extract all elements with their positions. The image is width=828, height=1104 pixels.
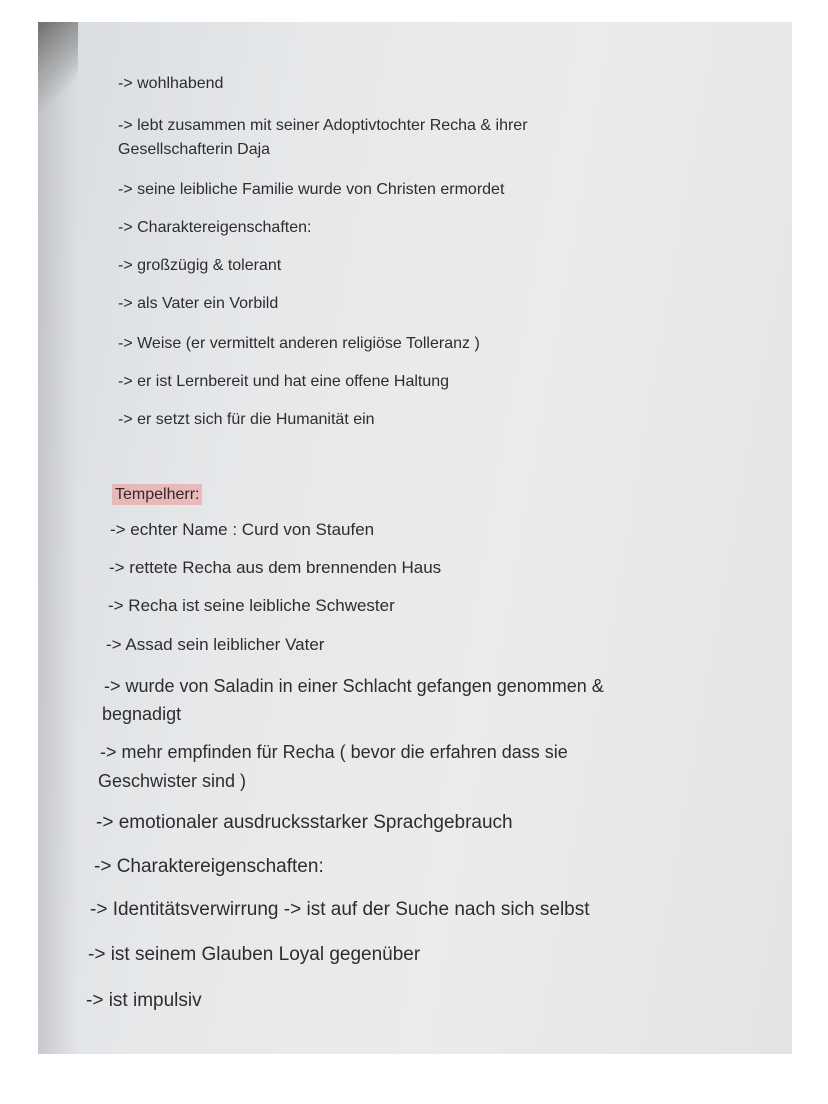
list-item: -> Assad sein leiblicher Vater: [106, 635, 325, 654]
page-fold-corner: [38, 22, 78, 112]
list-item: -> rettete Recha aus dem brennenden Haus: [109, 558, 442, 577]
section-heading: Tempelherr:: [112, 484, 202, 505]
list-item: -> mehr empfinden für Recha ( bevor die erfahren dass sie: [100, 742, 568, 762]
list-item: -> echter Name : Curd von Staufen: [110, 520, 375, 539]
list-item: -> Identitätsverwirrung -> ist auf der Suche nach sich selbst: [90, 899, 590, 920]
list-item: begnadigt: [102, 704, 182, 724]
list-item: -> lebt zusammen mit seiner Adoptivtochter Recha & ihrer: [118, 117, 528, 134]
list-item: -> als Vater ein Vorbild: [118, 295, 279, 312]
document-photo: [38, 22, 792, 1054]
list-item: -> großzügig & tolerant: [118, 257, 282, 274]
list-item: -> Charaktereigenschaften:: [94, 856, 324, 877]
list-item: -> wohlhabend: [118, 75, 224, 92]
list-item: -> emotionaler ausdrucksstarker Sprachgebrauch: [96, 812, 513, 833]
list-item: -> ist impulsiv: [86, 990, 202, 1011]
list-item: -> wurde von Saladin in einer Schlacht gefangen genommen &: [104, 676, 604, 696]
list-item: -> Recha ist seine leibliche Schwester: [108, 596, 395, 615]
list-item: -> seine leibliche Familie wurde von Christen ermordet: [118, 181, 505, 198]
list-item: -> er setzt sich für die Humanität ein: [118, 411, 375, 428]
list-item: -> Charaktereigenschaften:: [118, 219, 312, 236]
page-shadow: [38, 22, 78, 1054]
list-item: Geschwister sind ): [98, 771, 247, 791]
list-item: Gesellschafterin Daja: [118, 141, 271, 158]
list-item: -> Weise (er vermittelt anderen religiöse Tolleranz ): [118, 335, 480, 352]
list-item: -> er ist Lernbereit und hat eine offene Haltung: [118, 373, 450, 390]
list-item: -> ist seinem Glauben Loyal gegenüber: [88, 944, 421, 965]
